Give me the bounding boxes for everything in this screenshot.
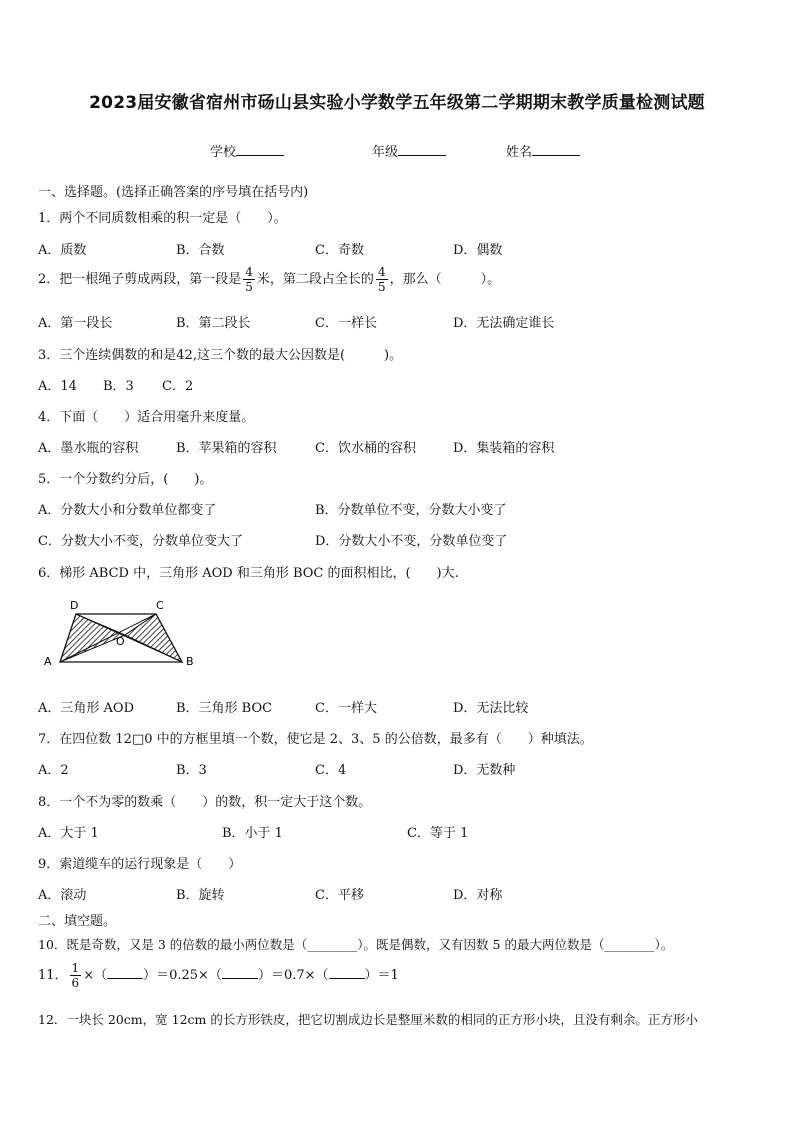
q2-frac2-den: 5 — [377, 280, 386, 294]
q2-option-c[interactable]: C．一样长 — [315, 316, 377, 331]
q2-option-b[interactable]: B．第二段长 — [176, 316, 251, 331]
q1-option-b[interactable]: B．合数 — [176, 243, 225, 258]
q2-frac2-num: 4 — [377, 265, 386, 279]
school-blank[interactable] — [236, 143, 284, 156]
q3-option-a[interactable]: A．14 — [38, 379, 77, 394]
name-blank[interactable] — [532, 143, 580, 156]
q7-option-c[interactable]: C．4 — [315, 763, 347, 778]
q9-option-a[interactable]: A．滚动 — [38, 888, 87, 903]
question-7: 7．在四位数 12□0 中的方框里填一个数，使它是 2、3、5 的公倍数，最多有（ ）种填法。 — [38, 732, 593, 747]
q2-fraction-2 — [376, 266, 388, 293]
q11-blank-1[interactable] — [107, 967, 143, 979]
q6-option-d[interactable]: D．无法比较 — [453, 701, 529, 716]
question-1: 1．两个不同质数相乘的积一定是（ ）。 — [38, 211, 287, 226]
q5-option-b[interactable]: B．分数单位不变，分数大小变了 — [315, 503, 507, 518]
question-4: 4．下面（ ）适合用毫升来度量。 — [38, 410, 255, 425]
question-3: 3．三个连续偶数的和是42,这三个数的最大公因数是( )。 — [38, 348, 403, 363]
label-c: C — [156, 599, 164, 612]
q2-frac1-den: 5 — [245, 280, 253, 294]
section-1-heading: 一、选择题。(选择正确答案的序号填在括号内) — [38, 185, 309, 200]
q6-option-b[interactable]: B．三角形 BOC — [176, 701, 273, 716]
q9-option-b[interactable]: B．旋转 — [176, 888, 225, 903]
q4-option-c[interactable]: C．饮水桶的容积 — [315, 441, 416, 456]
q11-frac-den: 6 — [71, 976, 80, 990]
question-11 — [38, 962, 399, 989]
q2-text-3: ，那么（ ）。 — [389, 272, 501, 287]
q1-option-c[interactable]: C．奇数 — [315, 243, 364, 258]
q2-frac1-num: 4 — [245, 265, 253, 279]
q9-option-c[interactable]: C．平移 — [315, 888, 364, 903]
school-field[interactable] — [210, 141, 284, 160]
q5-option-d[interactable]: D．分数大小不变，分数单位变了 — [315, 534, 508, 549]
q8-option-a[interactable]: A．大于 1 — [38, 826, 99, 841]
question-5: 5．一个分数约分后，( )。 — [38, 472, 213, 487]
question-9: 9．索道缆车的运行现象是（ ） — [38, 857, 242, 872]
trapezoid-figure — [30, 592, 210, 674]
q3-option-b[interactable]: B．3 — [103, 379, 134, 394]
q2-option-a[interactable]: A．第一段长 — [38, 316, 113, 331]
question-12: 12．一块长 20cm，宽 12cm 的长方形铁皮，把它切割成边长是整厘米数的相同的正方形小块，且没有剩余。正方形小 — [38, 1012, 698, 1027]
q2-text-2: 米，第二段占全长的 — [256, 272, 374, 287]
q4-option-b[interactable]: B．苹果箱的容积 — [176, 441, 277, 456]
label-d: D — [70, 599, 79, 612]
label-a: A — [44, 655, 52, 668]
q11-label: 11． — [38, 968, 68, 983]
school-label: 学校 — [210, 145, 237, 160]
q8-option-c[interactable]: C．等于 1 — [407, 826, 469, 841]
q8-option-b[interactable]: B．小于 1 — [222, 826, 283, 841]
section-2-heading: 二、填空题。 — [38, 914, 117, 929]
q11-seg-2: ）＝0.25×（ — [143, 968, 222, 983]
name-label: 姓名 — [506, 145, 533, 160]
q6-option-a[interactable]: A．三角形 AOD — [38, 701, 134, 716]
q9-option-d[interactable]: D．对称 — [453, 888, 503, 903]
triangle-boc — [125, 614, 182, 662]
q11-blank-3[interactable] — [329, 967, 365, 979]
question-6: 6．梯形 ABCD 中，三角形 AOD 和三角形 BOC 的面积相比，( )大. — [38, 566, 459, 581]
q5-option-c[interactable]: C．分数大小不变，分数单位变大了 — [38, 534, 243, 549]
label-o: O — [116, 635, 125, 648]
q1-option-d[interactable]: D．偶数 — [453, 243, 503, 258]
q11-frac-num: 1 — [71, 961, 80, 975]
question-2 — [38, 266, 500, 293]
page-title: 2023届安徽省宿州市砀山县实验小学数学五年级第二学期期末教学质量检测试题 — [89, 93, 705, 113]
grade-label: 年级 — [372, 145, 399, 160]
q7-option-a[interactable]: A．2 — [38, 763, 69, 778]
label-b: B — [186, 655, 194, 668]
q2-option-d[interactable]: D．无法确定谁长 — [453, 316, 555, 331]
question-10: 10．既是奇数，又是 3 的倍数的最小两位数是（________）。既是偶数，又有因数 5 的最大两位数是（________）。 — [38, 937, 674, 952]
q3-option-c[interactable]: C．2 — [162, 379, 194, 394]
q11-seg-4: ）＝1 — [364, 968, 399, 983]
grade-blank[interactable] — [398, 143, 446, 156]
q5-option-a[interactable]: A．分数大小和分数单位都变了 — [38, 503, 217, 518]
q6-option-c[interactable]: C．一样大 — [315, 701, 377, 716]
q11-fraction — [70, 962, 82, 989]
q11-seg-3: ）＝0.7×（ — [257, 968, 329, 983]
q1-option-a[interactable]: A．质数 — [38, 243, 87, 258]
grade-field[interactable] — [372, 141, 446, 160]
q2-fraction-1 — [243, 266, 255, 293]
q2-text-1: 2．把一根绳子剪成两段，第一段是 — [38, 272, 242, 287]
q7-option-b[interactable]: B．3 — [176, 763, 207, 778]
q11-seg-1: ×（ — [83, 968, 108, 983]
name-field[interactable] — [506, 141, 580, 160]
q4-option-d[interactable]: D．集装箱的容积 — [453, 441, 555, 456]
question-8: 8．一个不为零的数乘（ ）的数，积一定大于这个数。 — [38, 795, 372, 810]
q11-blank-2[interactable] — [222, 967, 258, 979]
q7-option-d[interactable]: D．无数种 — [453, 763, 516, 778]
q4-option-a[interactable]: A．墨水瓶的容积 — [38, 441, 139, 456]
